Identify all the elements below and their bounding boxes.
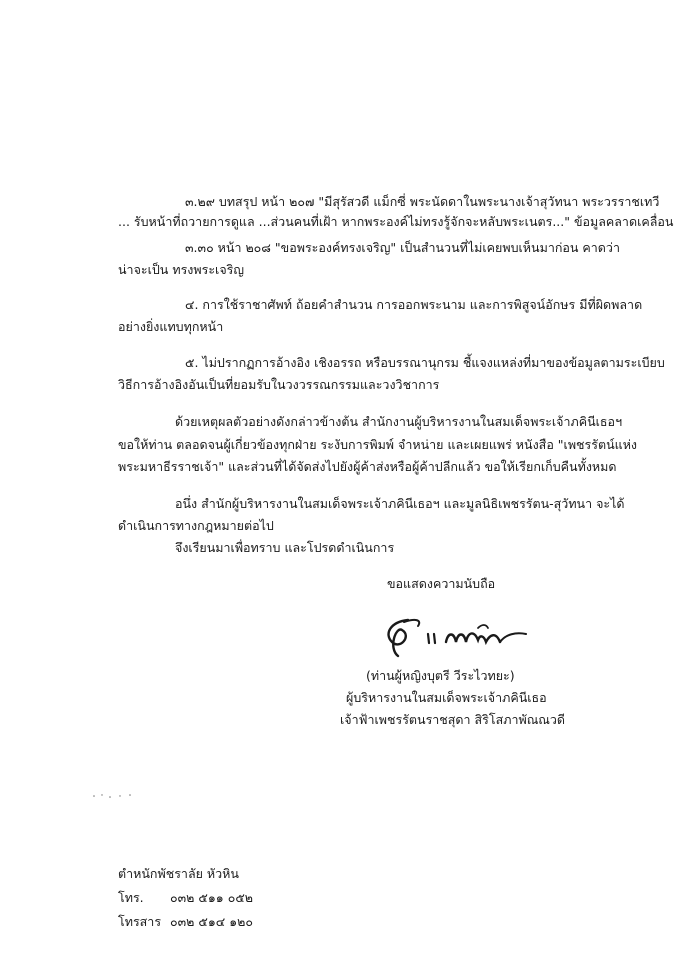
paper-specks [90,790,140,802]
signatory-title1: ผู้บริหารงานในสมเด็จพระเจ้าภคินีเธอ [346,690,547,705]
footer-fax-label: โทรสาร [118,914,162,929]
item-5-line2: วิธีการอ้างอิงอันเป็นที่ยอมรับในวงวรรณกรรมและวงวิชาการ [118,377,440,392]
footer-tel-value: ๐๓๒ ๕๑๑ ๐๕๒ [170,890,254,905]
item-3-30-line2: น่าจะเป็น ทรงพระเจริญ [118,262,245,277]
footer-tel-label: โทร. [118,890,144,905]
legal-line1: อนึ่ง สำนักผู้บริหารงานในสมเด็จพระเจ้าภคินีเธอฯ และมูลนิธิเพชรรัตน-สุวัทนา จะได้ [175,496,625,511]
item-3-30-line1: ๓.๓๐ หน้า ๒๐๘ "ขอพระองค์ทรงเจริญ" เป็นสำนวนที่ไม่เคยพบเห็นมาก่อน คาดว่า [185,240,620,255]
item-3-29-line2: ... รับหน้าที่ถวายการดูแล ...ส่วนคนที่เฝ้า หากพระองค์ไม่ทรงรู้จักจะหลับพระเนตร..." ข้อมูลคลาดเคลื่อน [118,214,674,229]
closing-request: จึงเรียนมาเพื่อทราบ และโปรดดำเนินการ [175,540,395,555]
footer-fax-value: ๐๓๒ ๕๑๔ ๑๒๐ [170,914,254,929]
item-5-line1: ๕. ไม่ปรากฏการอ้างอิง เชิงอรรถ หรือบรรณานุกรม ชี้แจงแหล่งที่มาของข้อมูลตามระเบียบ [185,355,665,370]
handwritten-signature-icon [382,612,532,662]
complimentary-close: ขอแสดงความนับถือ [387,576,496,591]
item-4-line1: ๔. การใช้ราชาศัพท์ ถ้อยคำสำนวน การออกพระนาม และการพิสูจน์อักษร มีที่ผิดพลาด [185,297,643,312]
footer-office: ตำหนักพัชราลัย หัวหิน [118,866,239,881]
item-4-line2: อย่างยิ่งแทบทุกหน้า [118,319,224,334]
item-3-29-line1: ๓.๒๙ บทสรุป หน้า ๒๐๗ "มีสุรัสวดี แม็กซี่ พระนัดดาในพระนางเจ้าสุวัทนา พระวรราชเทวี [185,194,660,209]
signatory-title2: เจ้าฟ้าเพชรรัตนราชสุดา สิริโสภาพัณณวดี [340,712,566,727]
conclusion-line1: ด้วยเหตุผลตัวอย่างดังกล่าวข้างต้น สำนักงานผู้บริหารงานในสมเด็จพระเจ้าภคินีเธอฯ [175,414,623,429]
conclusion-line3: พระมหาธีรราชเจ้า" และส่วนที่ได้จัดส่งไปยังผู้ค้าส่งหรือผู้ค้าปลีกแล้ว ขอให้เรียกเก็บคืนทั้งหมด [118,459,617,474]
legal-line2: ดำเนินการทางกฎหมายต่อไป [118,518,274,533]
conclusion-line2: ขอให้ท่าน ตลอดจนผู้เกี่ยวข้องทุกฝ่าย ระงับการพิมพ์ จำหน่าย และเผยแพร่ หนังสือ "เพชรรัตน์แห่ง [118,437,638,452]
signatory-name: (ท่านผู้หญิงบุตรี วีระไวทยะ) [366,668,515,683]
